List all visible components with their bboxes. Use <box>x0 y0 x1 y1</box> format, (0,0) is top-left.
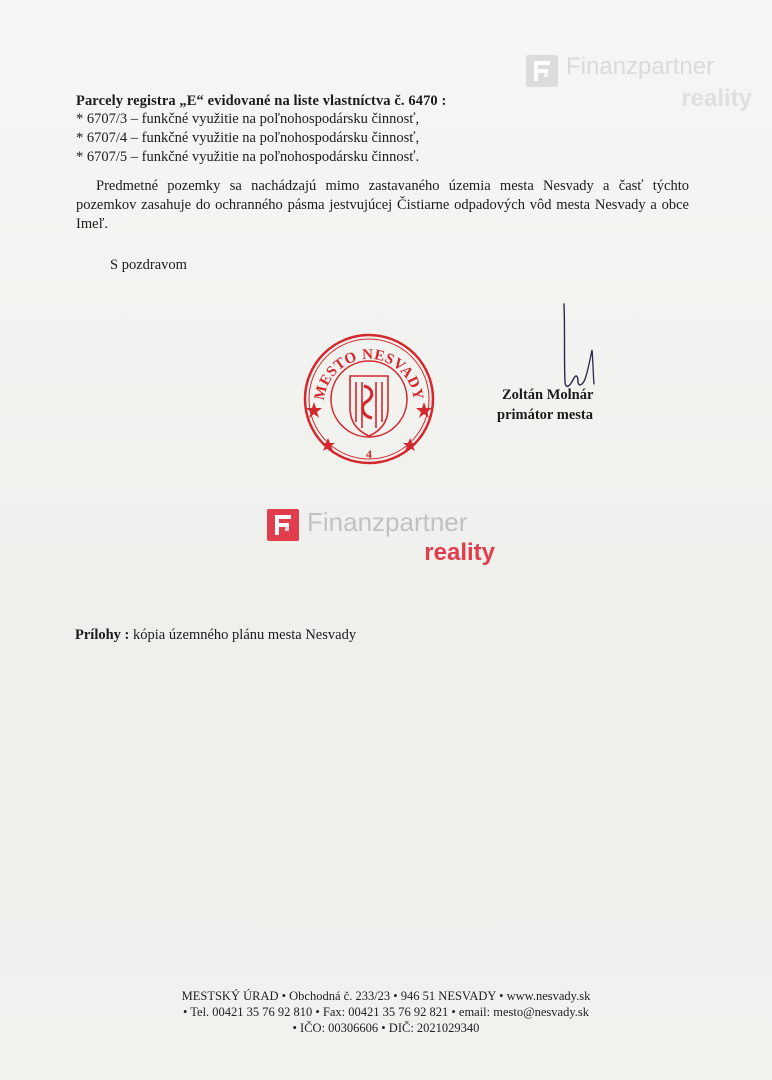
parcel-item: * 6707/5 – funkčné využitie na poľnohospodársku činnosť. <box>76 149 420 165</box>
seal-text: MESTO NESVADY <box>311 346 427 402</box>
body-paragraph: Predmetné pozemky sa nachádzajú mimo zastavaného územia mesta Nesvady a časť týchto pozemkov zasahuje do ochranného pásma jestvujúcej Čistiarne odpadových vôd mesta Nesvady a obce Imeľ. <box>76 178 689 232</box>
watermark-sub: reality <box>424 539 495 566</box>
parcel-item: * 6707/4 – funkčné využitie na poľnohospodársku činnosť, <box>76 130 420 146</box>
city-seal <box>302 332 436 466</box>
seal-number: 4 <box>366 447 372 461</box>
footer-line-3: • IČO: 00306606 • DIČ: 2021029340 <box>292 1021 480 1035</box>
finanzpartner-logo-icon <box>526 55 558 87</box>
watermark-center <box>267 509 507 573</box>
attachments <box>75 627 356 644</box>
watermark-top <box>526 55 756 115</box>
footer-line-2: • Tel. 00421 35 76 92 810 • Fax: 00421 35 76 92 821 • email: mesto@nesvady.sk <box>182 1005 590 1019</box>
watermark-sub: reality <box>681 85 752 112</box>
watermark-brand: Finanzpartner <box>566 53 715 80</box>
greeting: S pozdravom <box>110 257 187 273</box>
parcels-heading: Parcely registra „E“ evidované na liste vlastníctva č. 6470 : <box>76 93 447 109</box>
footer-line-1: MESTSKÝ ÚRAD • Obchodná č. 233/23 • 946 51 NESVADY • www.nesvady.sk <box>181 989 591 1003</box>
attachments-text: kópia územného plánu mesta Nesvady <box>129 627 357 643</box>
attachments-label: Prílohy : <box>75 627 130 643</box>
finanzpartner-logo-icon <box>267 509 299 541</box>
parcel-item: * 6707/3 – funkčné využitie na poľnohospodársku činnosť, <box>76 111 420 127</box>
watermark-brand: Finanzpartner <box>307 507 468 537</box>
svg-text:MESTO NESVADY <box>312 347 426 402</box>
signer-title: primátor mesta <box>497 407 593 423</box>
handwritten-signature <box>556 300 610 396</box>
signer-name: Zoltán Molnár <box>502 387 594 403</box>
